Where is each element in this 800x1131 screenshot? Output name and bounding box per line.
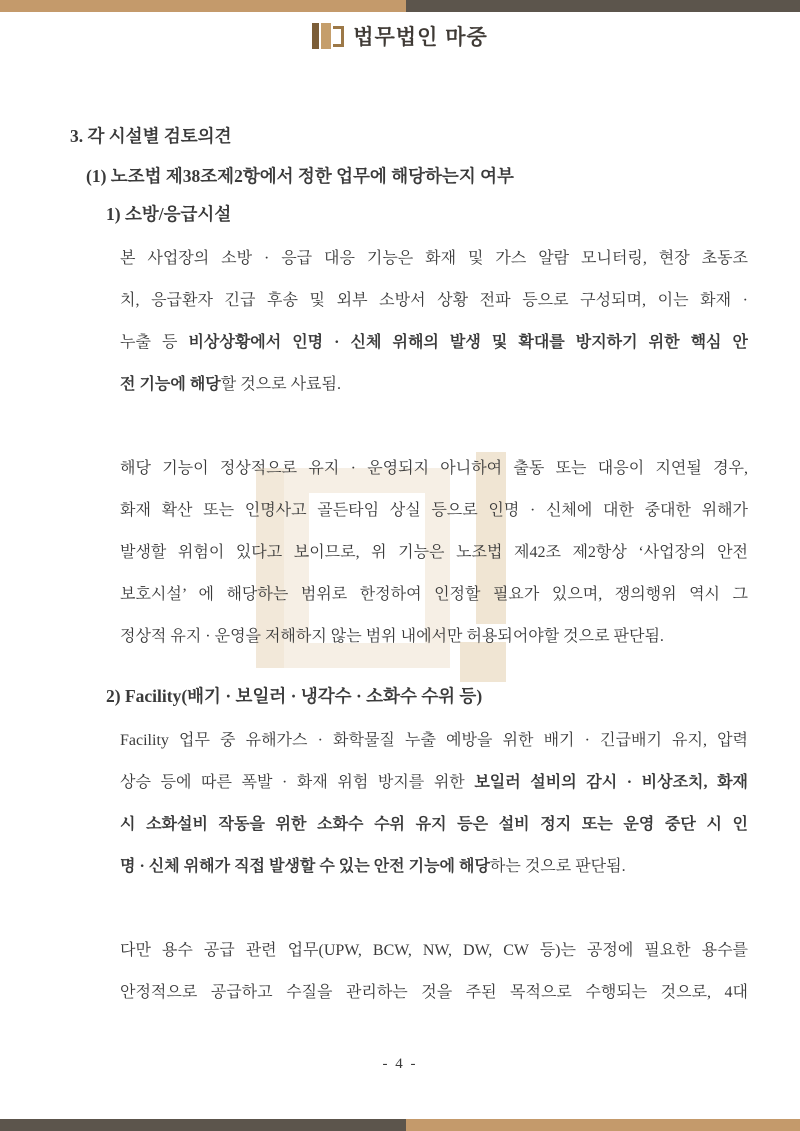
document-body: [0, 202, 800, 1014]
text-run: 보호시설’ 에 해당하는 범위로 한정하여 인정할 필요가 있으며, 쟁의행위 역시 그: [120, 586, 748, 603]
logo-left-bar: [312, 23, 319, 49]
text-line: [120, 972, 748, 1014]
paragraph: [120, 238, 748, 406]
bottom-accent-bar: [0, 1119, 800, 1131]
bold-text-run: 명 · 신체 위해가 직접 발생할 수 있는 안전 기능에 해당: [120, 858, 490, 875]
text-run: 다만 용수 공급 관련 업무(UPW, BCW, NW, DW, CW 등)는 공정에 필요한 용수를: [120, 942, 748, 959]
text-line: [120, 532, 748, 574]
text-run: 치, 응급환자 긴급 후송 및 외부 소방서 상황 전파 등으로 구성되며, 이는 화재 ·: [120, 292, 748, 309]
text-line: [120, 616, 748, 658]
text-line: [120, 930, 748, 972]
section-title: 3. 각 시설별 검토의견: [70, 126, 232, 146]
text-run: 정상적 유지 · 운영을 저해하지 않는 범위 내에서만 허용되어야할 것으로 판단됨.: [120, 628, 664, 645]
text-line: [120, 238, 748, 280]
text-line: [120, 448, 748, 490]
paragraph: [120, 930, 748, 1014]
text-line: [120, 762, 748, 804]
text-line: [120, 720, 748, 762]
text-run: 안정적으로 공급하고 수질을 관리하는 것을 주된 목적으로 수행되는 것으로, 4대: [120, 984, 748, 1001]
text-line: [120, 846, 748, 888]
text-run: 할 것으로 사료됨.: [220, 376, 341, 393]
text-run: 누출 등: [120, 334, 189, 351]
text-line: [120, 574, 748, 616]
paragraph: [120, 448, 748, 658]
text-line: [120, 280, 748, 322]
lawfirm-logo-icon: [312, 23, 344, 49]
text-line: [120, 490, 748, 532]
text-run: 본 사업장의 소방 · 응급 대응 기능은 화재 및 가스 알람 모니터링, 현장 초동조: [120, 250, 748, 267]
text-line: [120, 804, 748, 846]
item-heading: 2) Facility(배기 · 보일러 · 냉각수 · 소화수 수위 등): [106, 686, 483, 706]
bold-text-run: 비상상황에서 인명 · 신체 위해의 발생 및 확대를 방지하기 위한 핵심 안: [188, 334, 748, 351]
text-run: Facility 업무 중 유해가스 · 화학물질 누출 예방을 위한 배기 · 긴급배기 유지, 압력: [120, 732, 748, 749]
item-heading: 1) 소방/응급시설: [106, 204, 232, 224]
document-content: [0, 124, 800, 1014]
bold-text-run: 보일러 설비의 감시 · 비상조치, 화재: [474, 774, 748, 791]
text-run: 발생할 위험이 있다고 보이므로, 위 기능은 노조법 제42조 제2항상 ‘사업장의 안전: [120, 544, 748, 561]
text-run: 상승 등에 따른 폭발 · 화재 위험 방지를 위한: [120, 774, 475, 791]
page-number: - 4 -: [382, 1056, 418, 1072]
bold-text-run: 시 소화설비 작동을 위한 소화수 수위 유지 등은 설비 정지 또는 운영 중단 시 인: [120, 816, 748, 833]
text-line: [120, 364, 748, 406]
bold-text-run: 전 기능에 해당: [120, 376, 221, 393]
paragraph: [120, 720, 748, 888]
letterhead: [0, 0, 800, 56]
text-run: 하는 것으로 판단됨.: [489, 858, 626, 875]
lawfirm-name: 법무법인 마중: [353, 26, 488, 49]
text-line: [120, 322, 748, 364]
text-run: 해당 기능이 정상적으로 유지 · 운영되지 아니하여 출동 또는 대응이 지연될 경우,: [120, 460, 748, 477]
bottom-bar-dark-segment: [0, 1119, 406, 1131]
text-run: 화재 확산 또는 인명사고 골든타임 상실 등으로 인명 · 신체에 대한 중대한 위해가: [120, 502, 748, 519]
bottom-bar-tan-segment: [406, 1119, 800, 1131]
logo-middle-bar: [321, 23, 331, 49]
logo-bracket: [333, 26, 344, 47]
subsection-title: (1) 노조법 제38조제2항에서 정한 업무에 해당하는지 여부: [86, 166, 514, 186]
